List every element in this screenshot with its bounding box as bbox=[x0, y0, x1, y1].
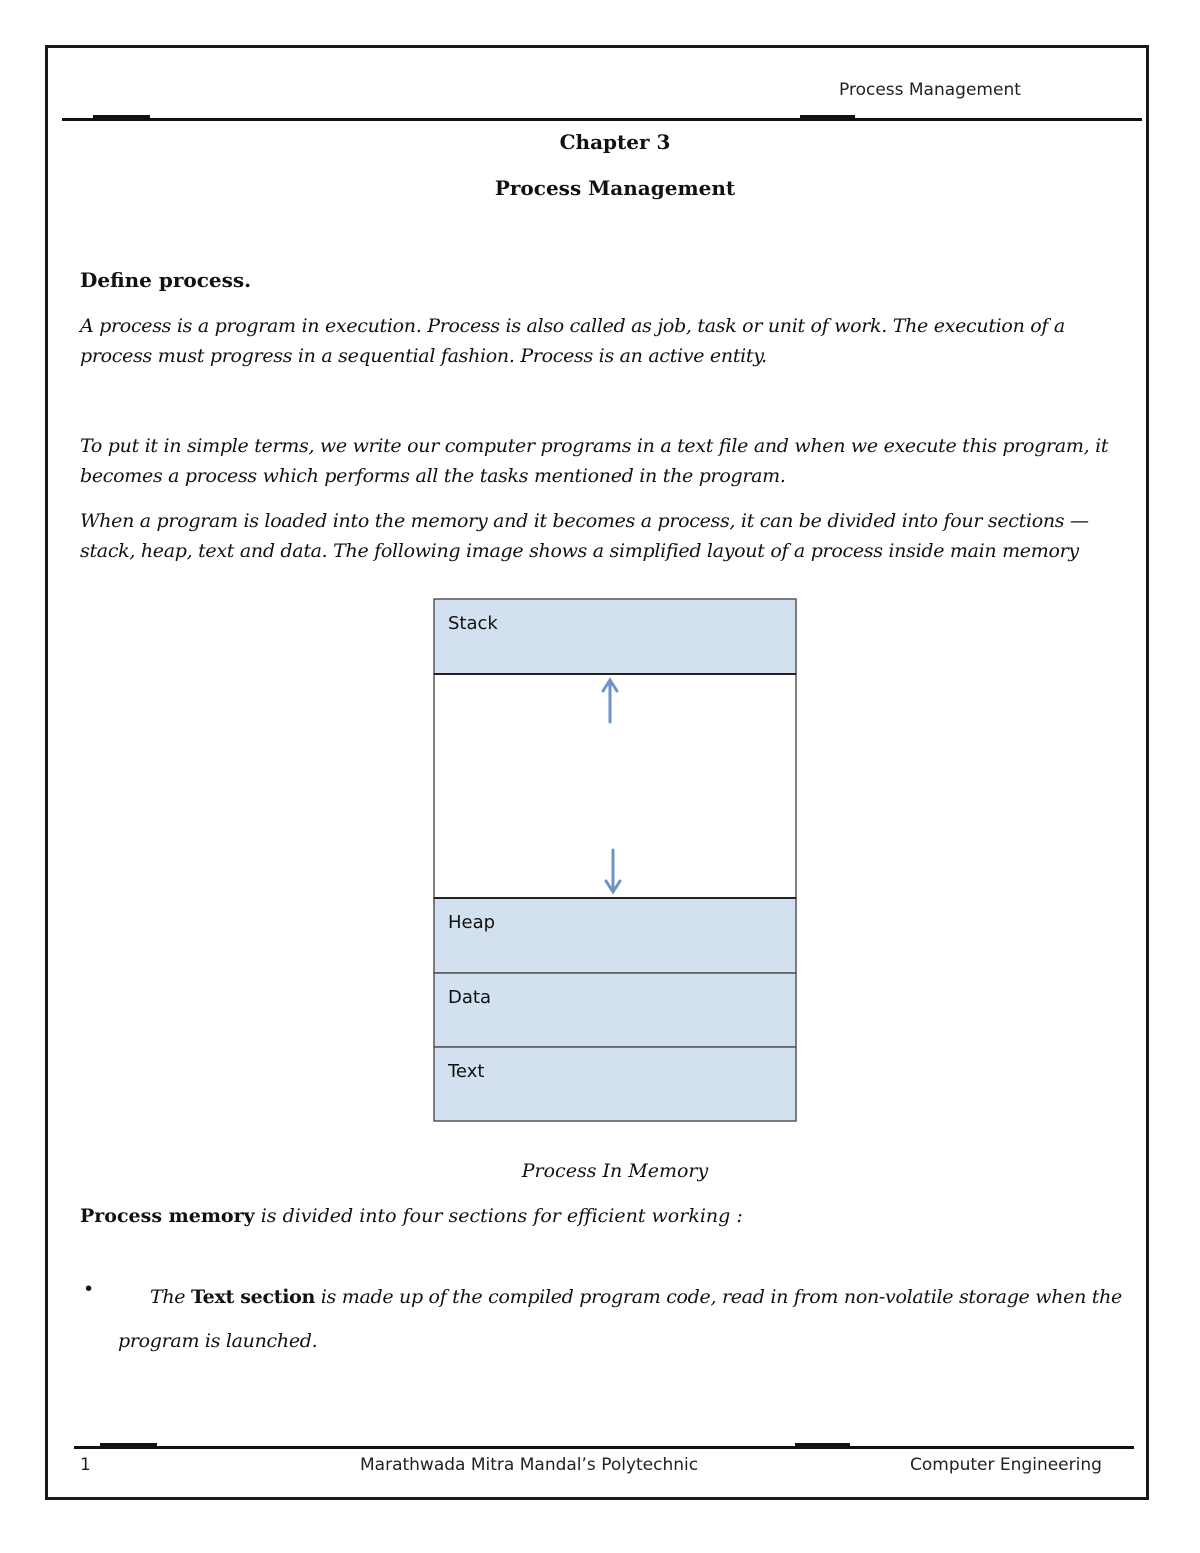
paragraph-simple-terms: To put it in simple terms, we write our computer programs in a text file and when we execute this program, it becomes a process which performs all the tasks mentioned in the program. bbox=[80, 435, 1109, 487]
bullet-bold: Text section bbox=[191, 1286, 316, 1308]
data-label: Data bbox=[448, 987, 491, 1008]
free-space-block bbox=[434, 674, 796, 898]
text-block bbox=[434, 1047, 796, 1121]
bullet-pre: The bbox=[150, 1286, 191, 1308]
diagram-caption: Process In Memory bbox=[521, 1160, 709, 1182]
chapter-title: Process Management bbox=[494, 176, 736, 200]
process-memory-diagram bbox=[433, 598, 797, 1123]
chapter-number: Chapter 3 bbox=[559, 130, 671, 154]
heap-label: Heap bbox=[448, 912, 496, 933]
intro-bold: Process memory bbox=[80, 1205, 255, 1227]
process-memory-intro bbox=[80, 1205, 743, 1227]
paragraph-definition: A process is a program in execution. Process is also called as job, task or unit of work. The execution of a process must progress in a sequential fashion. Process is an active entity. bbox=[80, 315, 1065, 367]
footer-rule-accent-right bbox=[795, 1443, 850, 1446]
data-block bbox=[434, 973, 796, 1047]
footer-department: Computer Engineering bbox=[910, 1455, 1102, 1475]
running-header-title: Process Management bbox=[839, 80, 1021, 100]
footer-page-number: 1 bbox=[80, 1455, 91, 1475]
paragraph-sections: When a program is loaded into the memory and it becomes a process, it can be divided into four sections — stack, heap, text and data. The following image shows a simplified layout of a process inside main memory bbox=[80, 510, 1089, 562]
section-heading: Define process. bbox=[80, 268, 252, 292]
footer-rule-accent-left bbox=[100, 1443, 157, 1446]
stack-block bbox=[434, 599, 796, 674]
heap-block bbox=[434, 898, 796, 973]
header-rule-accent-right bbox=[800, 115, 855, 118]
stack-label: Stack bbox=[448, 613, 498, 634]
bullet-text-section bbox=[118, 1275, 1128, 1363]
bullet-post: is made up of the compiled program code, read in from non-volatile storage when the program is launched. bbox=[118, 1286, 1122, 1352]
intro-rest: is divided into four sections for efficient working : bbox=[254, 1205, 743, 1227]
footer-rule bbox=[74, 1446, 1134, 1449]
header-rule bbox=[62, 118, 1142, 121]
text-label: Text bbox=[448, 1061, 485, 1082]
footer-institution: Marathwada Mitra Mandal’s Polytechnic bbox=[360, 1455, 699, 1475]
bullet-marker: • bbox=[83, 1278, 95, 1300]
header-rule-accent-left bbox=[93, 115, 150, 118]
